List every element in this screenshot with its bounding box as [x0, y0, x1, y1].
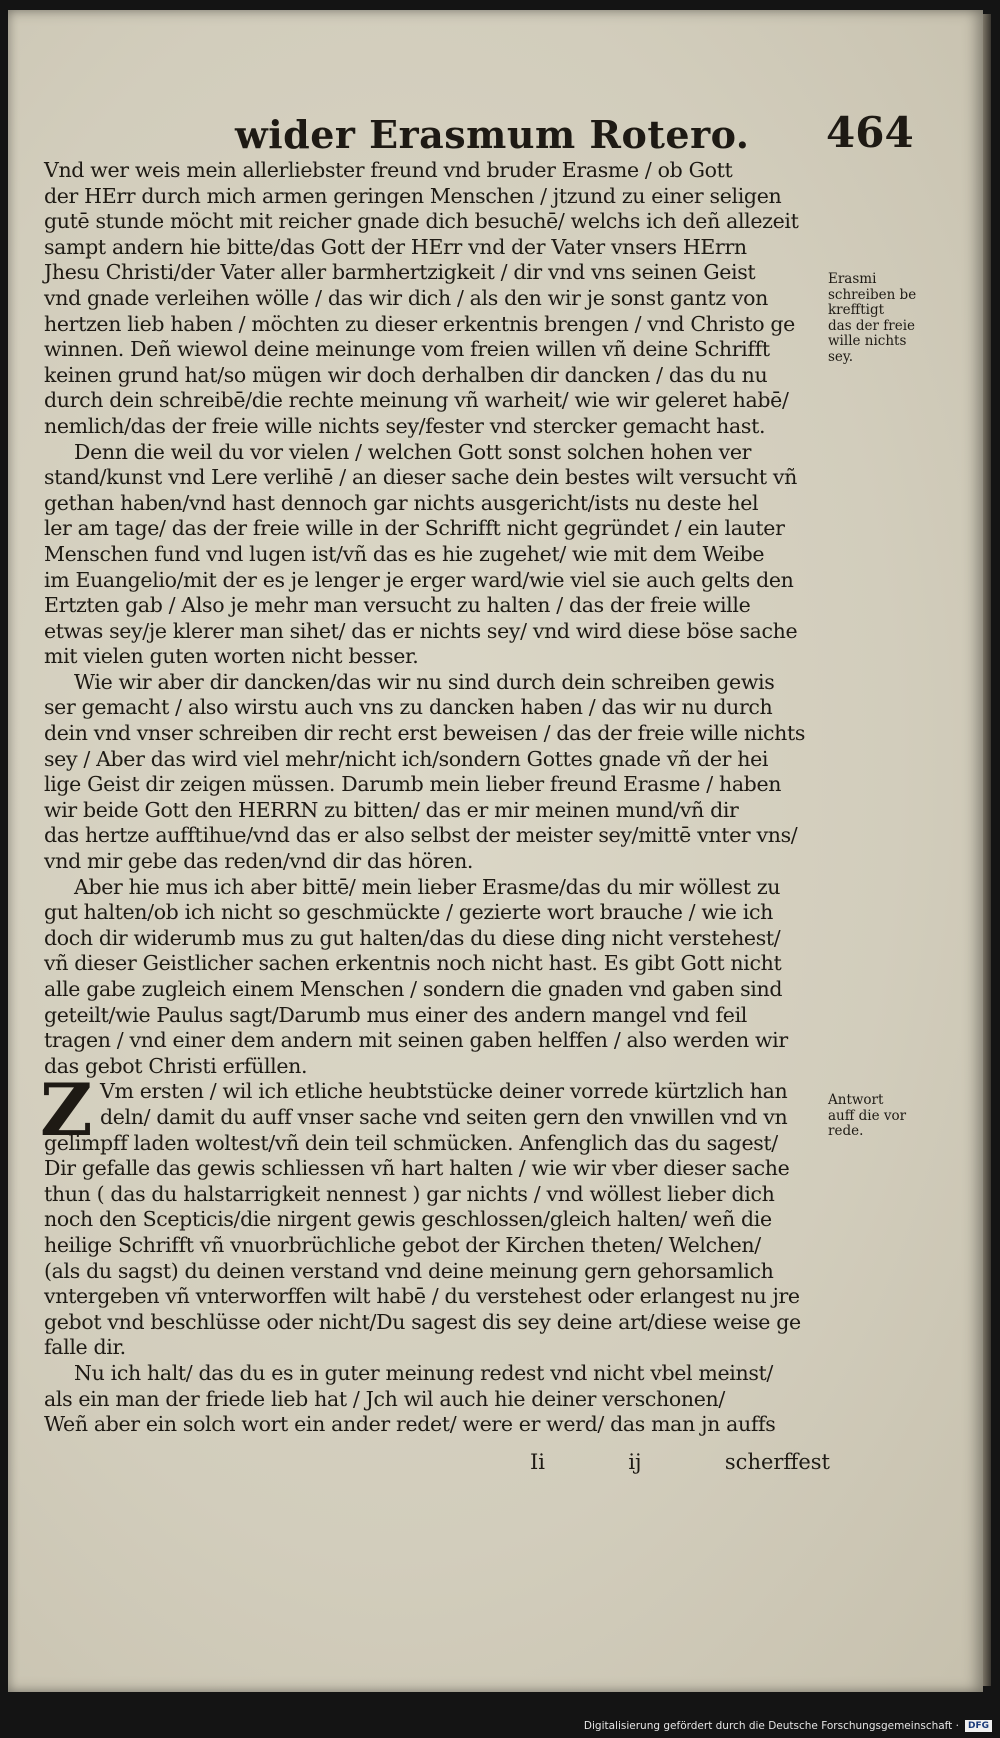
margin-note-antwort	[828, 1093, 938, 1140]
text-line: etwas sey/je klerer man sihet/ das er nichts sey/ vnd wird diese böse sache	[44, 618, 798, 643]
text-line: als ein man der friede lieb hat / Jch wil auch hie deiner verschonen/	[44, 1386, 725, 1411]
margin-note-line: krefftigt	[828, 302, 885, 318]
text-line: sey / Aber das wird viel mehr/nicht ich/sondern Gottes gnade vñ der hei	[44, 746, 769, 771]
text-line: nemlich/das der freie wille nichts sey/fester vnd stercker gemacht hast.	[44, 413, 766, 438]
text-line: stand/kunst vnd Lere verlihē / an dieser sache dein bestes wilt versucht vñ	[44, 465, 797, 490]
text-line: dein vnd vnser schreiben dir recht erst beweisen / das der freie wille nichts	[44, 721, 806, 746]
text-line: wir beide Gott den HERRN zu bitten/ das er mir meinen mund/vñ dir	[44, 797, 739, 822]
text-line: Vnd wer weis mein allerliebster freund vnd bruder Erasme / ob Gott	[44, 158, 733, 182]
text-line: Aber hie mus ich aber bittē/ mein lieber Erasme/das du mir wöllest zu	[74, 874, 781, 899]
dfg-logo-icon: DFG	[965, 1720, 992, 1732]
text-line: hertzen lieb haben / möchten zu dieser erkentnis brengen / vnd Christo ge	[44, 311, 795, 336]
margin-note-erasmi	[828, 272, 938, 365]
margin-note-line: rede.	[828, 1123, 864, 1139]
text-line: thun ( das du halstarrigkeit nennest ) gar nichts / vnd wöllest lieber dich	[44, 1181, 775, 1206]
text-line: heilige Schrifft vñ vnuorbrüchliche gebot der Kirchen theten/ Welchen/	[44, 1232, 761, 1257]
text-line: lige Geist dir zeigen müssen. Darumb mein lieber freund Erasme / haben	[44, 772, 782, 797]
text-line: alle gabe zugleich einem Menschen / sondern die gnaden vnd gaben sind	[44, 977, 783, 1001]
text-line: ser gemacht / also wirstu auch vns zu dancken haben / das wir nu durch	[44, 695, 773, 720]
text-line: gelimpff laden woltest/vñ dein teil schmücken. Anfenglich das du sagest/	[44, 1130, 778, 1155]
digitization-footer	[584, 1720, 992, 1732]
text-line: geteilt/wie Paulus sagt/Darumb mus einer des andern mangel vnd feil	[44, 1002, 747, 1027]
margin-note-line: Erasmi	[828, 271, 877, 287]
text-line: deln/ damit du auff vnser sache vnd seiten gern den vnwillen vnd vn	[100, 1104, 788, 1129]
text-line: gut halten/ob ich nicht so geschmückte / gezierte wort brauche / wie ich	[44, 900, 773, 925]
text-line: vntergeben vñ vnterworffen wilt habē / du verstehest oder erlangest nu jre	[44, 1284, 800, 1309]
text-line: (als du sagst) du deinen verstand vnd deine meinung gern gehorsamlich	[44, 1258, 774, 1283]
catchword-line	[530, 1450, 830, 1474]
text-line: Menschen fund vnd lugen ist/vñ das es hie zugehet/ wie mit dem Weibe	[44, 541, 765, 566]
margin-note-line: schreiben be	[828, 286, 917, 303]
text-line: Jhesu Christi/der Vater aller barmhertzigkeit / dir vnd vns seinen Geist	[44, 260, 756, 285]
page-edge	[983, 14, 991, 1686]
text-line: mit vielen guten worten nicht besser.	[44, 644, 419, 669]
running-head: wider Erasmum Rotero.	[235, 112, 750, 157]
text-line: das gebot Christi erfüllen.	[44, 1053, 308, 1078]
text-line: gebot vnd beschlüsse oder nicht/Du sagest dis sey deine art/diese weise ge	[44, 1309, 801, 1334]
text-line: Wie wir aber dir dancken/das wir nu sind durch dein schreiben gewis	[74, 669, 775, 694]
text-line: vnd mir gebe das reden/vnd dir das hören.	[44, 849, 474, 874]
signature-mark: Ii	[530, 1450, 546, 1474]
text-line: das hertze aufftihue/vnd das er also selbst der meister sey/mittē vnter vns/	[44, 823, 798, 848]
footer-credit: Digitalisierung gefördert durch die Deutsche Forschungsgemeinschaft ·	[583, 1720, 959, 1732]
text-line: vñ dieser Geistlicher sachen erkentnis noch nicht hast. Es gibt Gott nicht	[44, 951, 782, 976]
text-line: im Euangelio/mit der es je lenger je erger ward/wie viel sie auch gelts den	[44, 567, 794, 592]
text-line: keinen grund hat/so mügen wir doch derhalben dir dancken / das du nu	[44, 362, 768, 387]
text-line: durch dein schreibē/die rechte meinung vñ warheit/ wie wir geleret habē/	[44, 388, 789, 413]
text-line: noch den Scepticis/die nirgent gewis geschlossen/gleich halten/ weñ die	[44, 1207, 772, 1232]
page-number: 464	[826, 108, 914, 157]
text-line: Nu ich halt/ das du es in guter meinung redest vnd nicht vbel meinst/	[74, 1360, 773, 1385]
text-line: tragen / vnd einer dem andern mit seinen gaben helffen / also werden wir	[44, 1028, 788, 1053]
text-line: falle dir.	[44, 1335, 126, 1360]
text-line: sampt andern hie bitte/das Gott der HErr vnd der Vater vnsers HErrn	[44, 234, 747, 259]
margin-note-line: sey.	[828, 348, 854, 365]
margin-note-line: wille nichts	[828, 333, 907, 349]
margin-note-line: auff die vor	[828, 1107, 907, 1124]
text-line: Denn die weil du vor vielen / welchen Gott sonst solchen hohen ver	[74, 439, 752, 464]
text-line: Dir gefalle das gewis schliessen vñ hart halten / wie wir vber dieser sache	[44, 1156, 790, 1181]
drop-cap-initial: Z	[40, 1066, 93, 1152]
catchword: scherffest	[724, 1450, 830, 1474]
text-line: Weñ aber ein solch wort ein ander redet/ were er werd/ das man jn auffs	[44, 1412, 776, 1437]
text-line: Ertzten gab / Also je mehr man versucht zu halten / das der freie wille	[44, 593, 751, 618]
body-text	[44, 158, 824, 1438]
text-line: vnd gnade verleihen wölle / das wir dich / als den wir je sonst gantz von	[44, 285, 768, 310]
text-line: gethan haben/vnd hast dennoch gar nichts ausgericht/ists nu deste hel	[44, 490, 759, 515]
text-line: doch dir widerumb mus zu gut halten/das du diese ding nicht verstehest/	[44, 925, 781, 950]
text-line: winnen. Deñ wiewol deine meinunge vom freien willen vñ deine Schrifft	[44, 337, 770, 362]
margin-note-line: Antwort	[828, 1092, 884, 1108]
text-line: gutē stunde möcht mit reicher gnade dich besuchē/ welchs ich deñ allezeit	[44, 209, 799, 234]
leaf-number: ij	[628, 1450, 642, 1474]
text-line: Vm ersten / wil ich etliche heubtstücke deiner vorrede kürtzlich han	[100, 1079, 788, 1104]
margin-note-line: das der freie	[828, 317, 916, 334]
text-line: der HErr durch mich armen geringen Menschen / jtzund zu einer seligen	[44, 183, 782, 208]
text-line: ler am tage/ das der freie wille in der Schrifft nicht gegründet / ein lauter	[44, 516, 785, 541]
